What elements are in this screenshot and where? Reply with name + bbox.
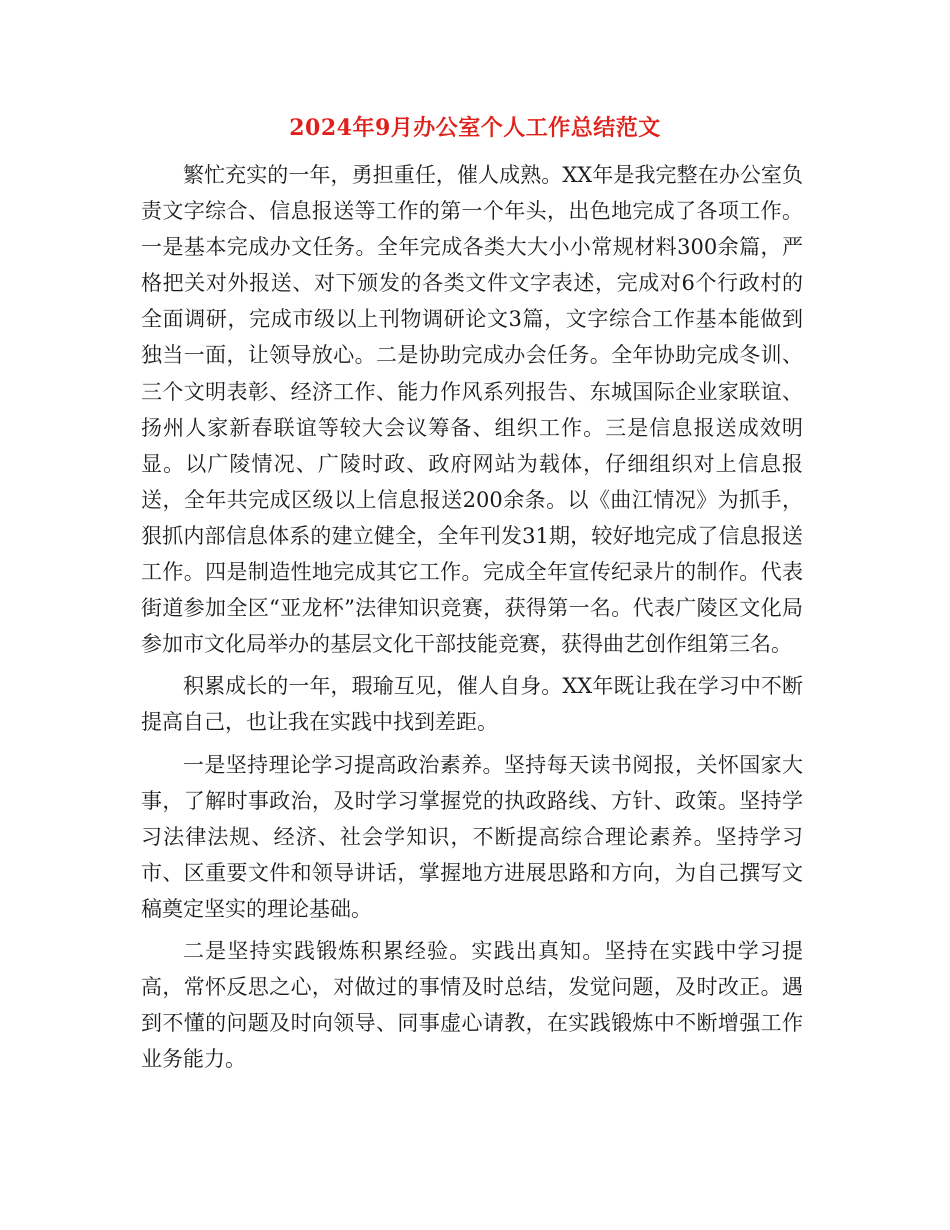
paragraph: 一是坚持理论学习提高政治素养。坚持每天读书阅报，关怀国家大事，了解时事政治，及时学习掌握党的执政路线、方针、政策。坚持学习法律法规、经济、社会学知识，不断提高综合理论素养。坚持学习市、区重要文件和领导讲话，掌握地方进展思路和方向，为自己撰写文稿奠定坚实的理论基础。 bbox=[141, 752, 803, 921]
page-title: 2024年9月办公室个人工作总结范文 bbox=[289, 115, 661, 141]
paragraph: 繁忙充实的一年，勇担重任，催人成熟。XX年是我完整在办公室负责文字综合、信息报送等工作的第一个年头，出色地完成了各项工作。一是基本完成办文任务。全年完成各类大大小小常规材料300余篇，严格把关对外报送、对下颁发的各类文件文字表述，完成对6个行政村的全面调研，完成市级以上刊物调研论文3篇，文字综合工作基本能做到独当一面，让领导放心。二是协助完成办会任务。全年协助完成冬训、三个文明表彰、经济工作、能力作风系列报告、东城国际企业家联谊、扬州人家新春联谊等较大会议筹备、组织工作。三是信息报送成效明显。以广陵情况、广陵时政、政府网站为载体，仔细组织对上信息报送，全年共完成区级以上信息报送200余条。以《曲江情况》为抓手，狠抓内部信息体系的建立健全，全年刊发31期，较好地完成了信息报送工作。四是制造性地完成其它工作。完成全年宣传纪录片的制作。代表街道参加全区“亚龙杯”法律知识竞赛，获得第一名。代表广陵区文化局参加市文化局举办的基层文化干部技能竞赛，获得曲艺创作组第三名。 bbox=[141, 163, 803, 657]
paragraph: 二是坚持实践锻炼积累经验。实践出真知。坚持在实践中学习提高，常怀反思之心，对做过的事情及时总结，发觉问题，及时改正。遇到不懂的问题及时向领导、同事虚心请教，在实践锻炼中不断增强工作业务能力。 bbox=[141, 938, 803, 1072]
paragraph: 积累成长的一年，瑕瑜互见，催人自身。XX年既让我在学习中不断提高自己，也让我在实践中找到差距。 bbox=[141, 674, 803, 735]
document-body bbox=[141, 157, 803, 1083]
